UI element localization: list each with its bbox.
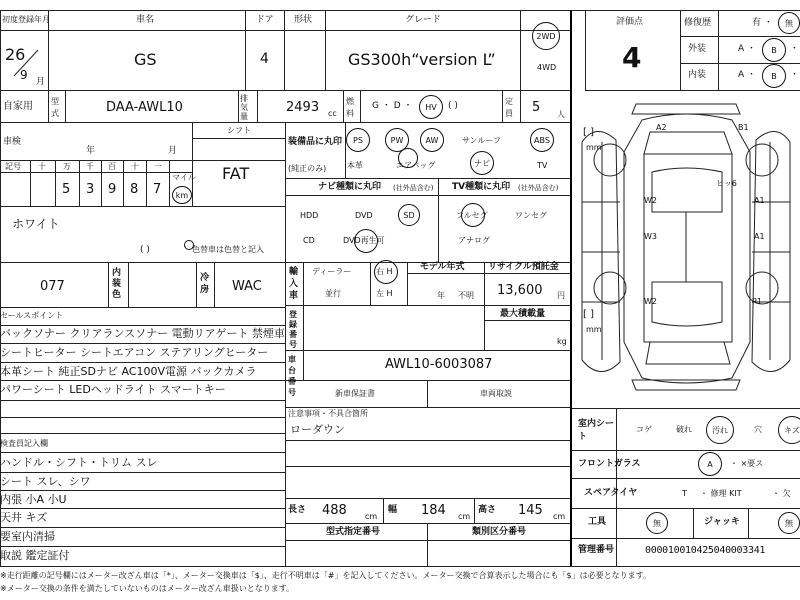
capacity-unit: 人	[557, 110, 565, 119]
shaken-month: 月	[168, 146, 178, 156]
sales-points-label: セールスポイント	[0, 311, 64, 320]
width: 184	[421, 503, 446, 518]
sales-point-3: 本革シート 純正SDナビ AC100V電源 バックカメラ	[0, 365, 257, 378]
doors: 4	[260, 51, 269, 67]
length-cm: cm	[365, 512, 378, 521]
capacity-label: 定員	[505, 97, 513, 118]
doors-label: ドア	[256, 15, 274, 25]
digit-label-hundred: 百	[108, 162, 116, 171]
digit-label-ten: 十	[131, 162, 139, 171]
glass-label: フロントガラス	[578, 459, 641, 469]
inspector-line-3: 内張 小A 小U	[0, 493, 67, 506]
mark-crack: ヒッ6	[716, 179, 737, 188]
height: 145	[518, 503, 543, 518]
shift-label: シフト	[227, 126, 251, 135]
navi-cd: CD	[303, 236, 315, 245]
bracket-bottom: [ ]	[583, 309, 594, 320]
tv-fullseg: フルセグ	[456, 211, 488, 220]
equip-navi-circle: ナビ	[470, 151, 494, 175]
mgmt-label: 管理番号	[578, 545, 615, 555]
type-no-label: 型式指定番号	[326, 527, 381, 537]
model: GS	[134, 50, 157, 69]
spare-label: スペアタイヤ	[584, 488, 638, 498]
interior-color-label: 内装色	[112, 268, 122, 300]
new-car-cert: 新車保証書	[335, 389, 375, 398]
drive-2wd-circle: 2WD	[532, 22, 560, 50]
vehicle-manual: 車両取説	[480, 389, 512, 398]
displacement-label: 排気量	[240, 94, 248, 121]
import-label: 輸入車	[289, 267, 299, 301]
tv-type-sub: (社外品含む)	[518, 184, 559, 192]
score-label: 評価点	[616, 17, 644, 27]
body-color: ホワイト	[12, 217, 60, 231]
navi-hdd: HDD	[300, 211, 319, 220]
repair-value: 有 ・	[752, 18, 773, 28]
jack-label: ジャッキ	[704, 517, 740, 527]
digit-label-one: 一	[154, 162, 162, 171]
seat-scratch-circle: キズ	[778, 416, 800, 444]
inspector-label: 検査員記入欄	[0, 439, 48, 448]
navi-sd-circle: SD	[398, 204, 420, 226]
mileage-digit-3: 9	[108, 182, 117, 197]
exterior-label: 外装	[688, 44, 707, 54]
cc-unit: cc	[328, 109, 337, 118]
aircon: WAC	[232, 279, 262, 294]
inspector-line-6: 取説 鑑定証付	[0, 549, 70, 562]
length: 488	[322, 503, 347, 518]
color-note: 色替車は色替と記入	[192, 245, 264, 254]
digit-label-thousand: 千	[86, 162, 94, 171]
reg-month: 9	[20, 68, 28, 82]
notes-label: 注意事項・不具合箇所	[288, 409, 368, 418]
spare-kit: ・ 修理 KIT	[700, 489, 742, 498]
notes: ローダウン	[290, 423, 345, 436]
sales-point-4: パワーシート LEDヘッドライト スマートキー	[0, 383, 226, 396]
exterior-c: ・	[790, 44, 800, 54]
seat-dirt-circle: 汚れ	[706, 416, 734, 444]
inspector-line-2: シート スレ、シワ	[0, 475, 91, 488]
interior-label: 内装	[688, 70, 707, 80]
inspector-line-1: ハンドル・シフト・トリム スレ	[0, 456, 158, 469]
equip-leather: 本革	[347, 161, 363, 170]
airbag-circle	[398, 148, 418, 168]
grade-label: グレード	[405, 15, 442, 25]
model-year-unit: 年	[437, 291, 445, 300]
recycle-label: リサイクル預託金	[488, 262, 559, 272]
dvd-play-circle	[354, 229, 378, 253]
mark-w3: W3	[644, 232, 657, 241]
repair-label: 修復歴	[684, 18, 712, 28]
bracket-top: [ ]	[583, 127, 594, 138]
tools-label: 工具	[588, 517, 607, 527]
inspector-line-4: 天井 キズ	[0, 511, 48, 524]
length-label: 長さ	[288, 505, 307, 515]
tv-fullseg-circle	[461, 203, 485, 227]
capacity: 5	[532, 100, 541, 115]
footer-note-1: ※走行距離の記号欄にはメーター改ざん車は「*」、メーター交換車は「$」、走行不明車は「#」を記入してください。メーター交換で合算表示した場合にも「$」は必要となります。	[0, 571, 651, 580]
equip-airbag: エアバッグ	[396, 161, 436, 170]
plate-label: 登録番号	[289, 310, 297, 349]
interior-b-circle: B	[762, 64, 786, 88]
navi-dvd: DVD	[355, 211, 373, 220]
fuel-options: G ・ D ・	[372, 101, 413, 111]
mark-a1-right-2: A1	[754, 232, 765, 241]
steer-left: 左 H	[376, 289, 393, 298]
jack-none-circle: 無	[778, 512, 800, 534]
sales-point-1: バックソナー クリアランスソナー 電動リアゲート 禁煙車	[0, 327, 285, 340]
drive-4wd: 4WD	[537, 63, 557, 72]
exterior-a: A ・	[738, 44, 757, 54]
month-unit: 月	[36, 77, 46, 87]
digit-label-ten-thousand-1: 十	[38, 162, 46, 171]
import-parallel: 並行	[325, 289, 341, 298]
fuel-hv-circle: HV	[419, 95, 443, 119]
recycle-yen: 円	[557, 291, 565, 300]
sales-point-2: シートヒーター シートエアコン ステアリングヒーター	[0, 346, 269, 359]
interior-seat-label: 室内シート	[578, 419, 615, 442]
chassis-number: AWL10-6003087	[385, 357, 493, 372]
tv-type-label: TV種類に丸印	[452, 182, 511, 192]
recycle-amount: 13,600	[497, 283, 543, 298]
color-code: 077	[40, 279, 65, 294]
inspector-line-5: 要室内清掃	[0, 530, 55, 543]
fuel-paren: ( )	[448, 101, 458, 111]
fuel-label: 燃料	[346, 97, 354, 118]
model-label: 車名	[136, 15, 155, 25]
tv-oneseg: ワンセグ	[515, 211, 547, 220]
katashiki-label: 型式	[51, 97, 59, 118]
navi-type-label: ナビ種類に丸印	[318, 182, 382, 192]
color-change-circle	[184, 240, 194, 250]
equip-ps-circle: PS	[346, 128, 370, 152]
date-slash	[8, 48, 42, 78]
spare-missing: ・ 欠	[772, 489, 791, 498]
mile-unit: マイル	[172, 173, 196, 182]
mark-b1: B1	[738, 123, 749, 132]
equipment-sub: (純正のみ)	[288, 164, 327, 173]
repair-none-circle: 無	[778, 12, 800, 34]
width-label: 幅	[388, 505, 398, 515]
mileage-digit-2: 3	[86, 182, 95, 197]
mileage-mark-label: 記号	[5, 162, 21, 171]
grade: GS300h“version L”	[348, 50, 496, 69]
glass-a-circle: A	[698, 452, 722, 476]
seat-tear: 破れ	[676, 425, 692, 434]
equip-abs-circle: ABS	[530, 128, 554, 152]
body-label: 形状	[294, 15, 313, 25]
equipment-label: 装備品に丸印	[288, 137, 343, 147]
mark-w2-left: W2	[644, 196, 657, 205]
mark-a1-right: A1	[754, 196, 765, 205]
tv-analog: アナログ	[458, 236, 490, 245]
exterior-b-circle: B	[762, 38, 786, 62]
digit-label-ten-thousand: 万	[63, 162, 71, 171]
seat-burn: コゲ	[636, 425, 652, 434]
tools-none-circle: 無	[646, 512, 668, 534]
navi-type-sub: (社外品含む)	[393, 184, 434, 192]
km-circle: km	[172, 186, 192, 204]
shaken-label: 車検	[3, 137, 22, 147]
mm-bottom: mm	[586, 325, 602, 334]
equip-pw-circle: PW	[385, 128, 409, 152]
color-paren: ( )	[140, 245, 150, 255]
mark-a2: A2	[656, 123, 667, 132]
mark-w2-rear: W2	[644, 297, 657, 306]
aircon-label: 冷房	[200, 273, 210, 295]
mm-top: mm	[586, 143, 602, 152]
load-kg: kg	[557, 337, 567, 346]
displacement: 2493	[286, 100, 320, 115]
equip-aw-circle: AW	[420, 128, 444, 152]
height-label: 高さ	[478, 505, 497, 515]
chassis-label: 車台番号	[288, 355, 296, 397]
equip-tv: TV	[537, 161, 548, 170]
height-cm: cm	[553, 512, 566, 521]
mileage-digit-5: 7	[153, 182, 162, 197]
interior-c: ・	[790, 70, 800, 80]
car-damage-diagram	[572, 92, 800, 402]
import-dealer: ディーラー	[312, 267, 352, 276]
load-label: 最大積載量	[500, 309, 546, 319]
glass-note: ・ ×要ス	[730, 459, 764, 468]
mark-p1: P1	[752, 297, 762, 306]
mileage-digit-1: 5	[62, 182, 71, 197]
reg-year: 26	[5, 45, 26, 64]
interior-a: A ・	[738, 70, 757, 80]
mileage-digit-4: 8	[130, 182, 139, 197]
shift: FAT	[222, 164, 250, 183]
katashiki: DAA-AWL10	[106, 100, 183, 115]
navi-dvd-play: DVD再生可	[343, 236, 385, 245]
reg-year-label: 初度登録年月	[2, 15, 50, 24]
mgmt-number: 000010010425040003341	[645, 545, 766, 556]
use-type: 自家用	[3, 101, 33, 112]
steer-right: 右 H	[376, 267, 393, 276]
footer-note-2: ※メーター交換の条件を満たしていないものはメーター改ざん車扱いとなります。	[0, 584, 295, 593]
model-year-label: モデル年式	[420, 262, 465, 272]
score-value: 4	[622, 41, 642, 74]
steer-right-circle	[374, 260, 398, 284]
model-year-unknown: 不明	[458, 291, 474, 300]
shaken-year: 年	[86, 146, 96, 156]
class-no-label: 類別区分番号	[472, 527, 527, 537]
width-cm: cm	[458, 512, 471, 521]
equip-sunroof: サンルーフ	[462, 136, 501, 145]
spare-t: T	[682, 489, 687, 498]
seat-hole: 穴	[754, 425, 762, 434]
